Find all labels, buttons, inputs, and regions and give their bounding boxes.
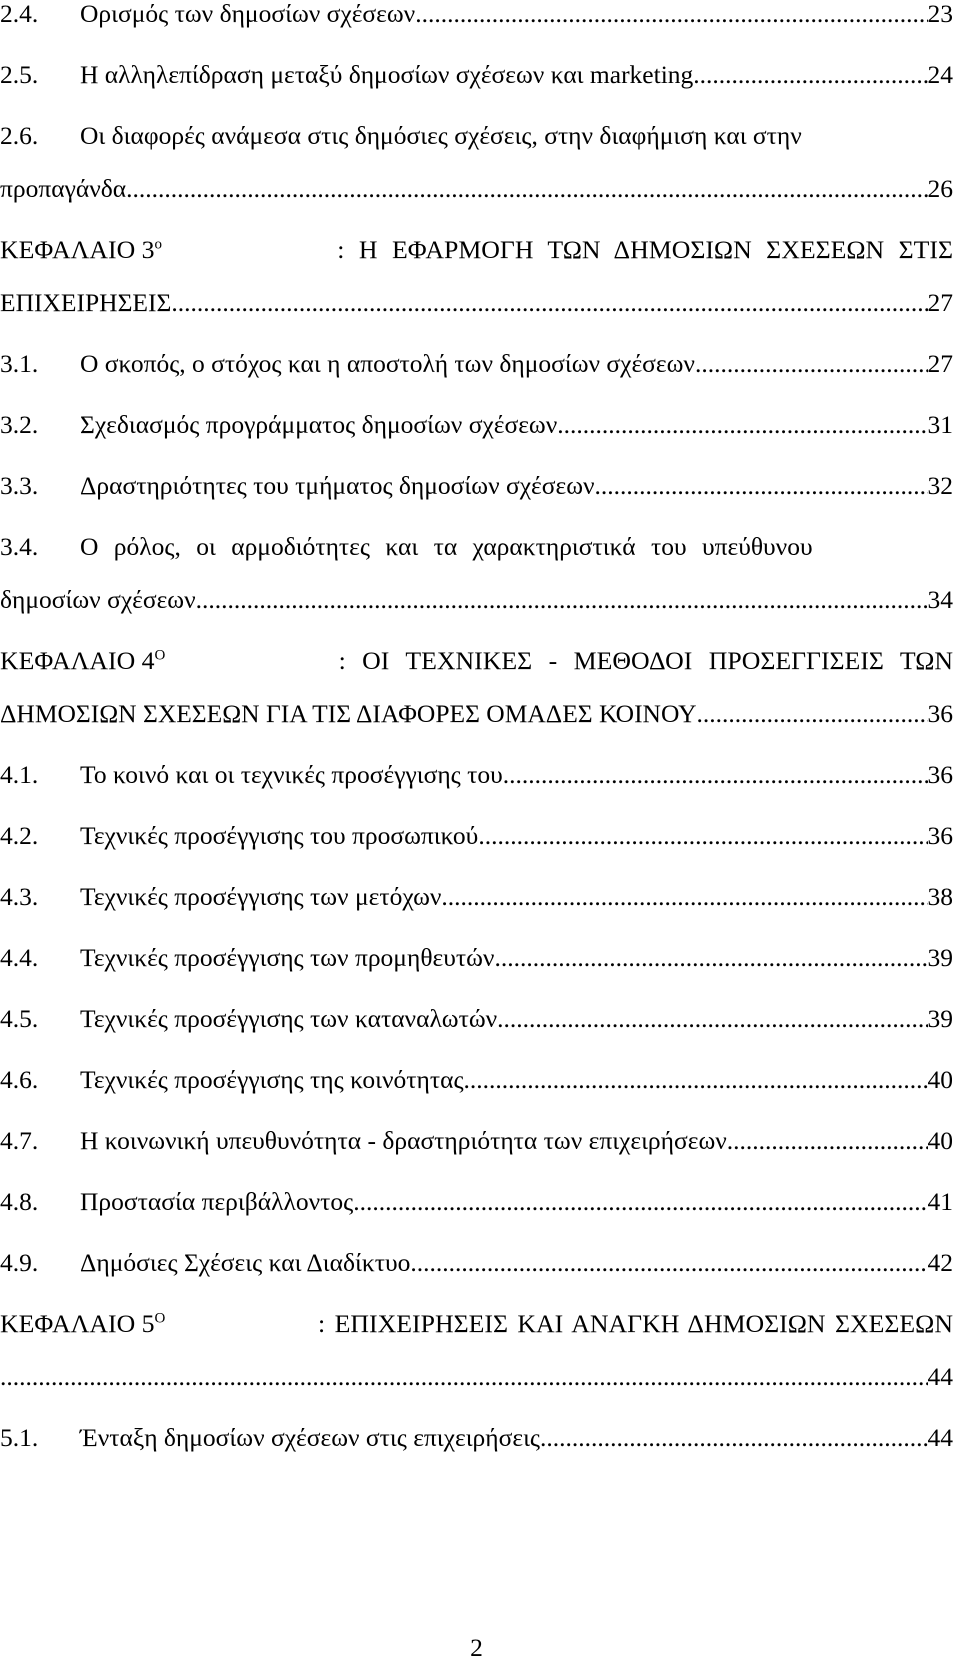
- toc-title: Το κοινό και οι τεχνικές προσέγγισης του: [80, 760, 503, 789]
- dot-leader: [540, 1418, 927, 1458]
- toc-entry-3-4-cont[interactable]: [0, 580, 953, 620]
- toc-number: 4.4.: [0, 943, 39, 972]
- dot-leader: [478, 816, 927, 856]
- page-number: 2: [470, 1633, 483, 1662]
- toc-page: 26: [927, 174, 953, 203]
- toc-number: 5.1.: [0, 1423, 39, 1452]
- toc-entry-3-1[interactable]: [0, 344, 953, 384]
- toc-entry-5-1[interactable]: [0, 1418, 953, 1458]
- toc-number: 4.6.: [0, 1065, 39, 1094]
- toc-number: 4.8.: [0, 1187, 39, 1216]
- toc-page: 40: [927, 1065, 953, 1094]
- toc-page: 36: [927, 699, 953, 728]
- toc-title: Τεχνικές προσέγγισης των μετόχων: [80, 882, 442, 911]
- toc-number: 3.4.: [0, 532, 39, 561]
- toc-title: Προστασία περιβάλλοντος: [80, 1187, 354, 1216]
- toc-title: Τεχνικές προσέγγισης της κοινότητας: [80, 1065, 464, 1094]
- chapter-title-line2: ΔΗΜΟΣΙΩΝ ΣΧΕΣΕΩΝ ΓΙΑ ΤΙΣ ΔΙΑΦΟΡΕΣ ΟΜΑΔΕΣ ΚΟΙΝΟΥ: [0, 699, 697, 728]
- toc-title-text: Οι διαφορές ανάμεσα στις δημόσιες σχέσεις, στην διαφήμιση και στην: [80, 121, 802, 150]
- dot-leader: [695, 344, 928, 384]
- toc-entry-2-6[interactable]: [0, 116, 953, 156]
- toc-page: 39: [927, 1004, 953, 1033]
- dot-leader: [441, 877, 927, 917]
- toc-page: 38: [927, 882, 953, 911]
- toc-number: 4.7.: [0, 1126, 39, 1155]
- toc-title-line1: Ο ρόλος, οι αρμοδιότητες και τα χαρακτηριστικά του υπεύθυνου: [80, 532, 813, 561]
- toc-title: Η κοινωνική υπευθυνότητα - δραστηριότητα των επιχειρήσεων: [80, 1126, 727, 1155]
- toc-number: 3.2.: [0, 410, 39, 439]
- dot-leader: [196, 580, 928, 620]
- toc-title: Ένταξη δημοσίων σχέσεων στις επιχειρήσεις: [80, 1423, 541, 1452]
- toc-title-line1: [80, 116, 953, 156]
- chapter-title-rest: : ΟΙ ΤΕΧΝΙΚΕΣ - ΜΕΘΟΔΟΙ ΠΡΟΣΕΓΓΙΣΕΙΣ ΤΩΝ: [338, 646, 953, 675]
- ordinal-superscript: Ο: [154, 1310, 166, 1327]
- dot-leader: [353, 1182, 927, 1222]
- toc-title: Η αλληλεπίδραση μεταξύ δημοσίων σχέσεων και marketing: [80, 60, 694, 89]
- chapter-heading-line1: [0, 1304, 953, 1344]
- toc-number: 3.3.: [0, 471, 39, 500]
- toc-number: 2.6.: [0, 121, 39, 150]
- toc-page: 41: [927, 1187, 953, 1216]
- toc-entry-4-3[interactable]: [0, 877, 953, 917]
- toc-entry-2-4[interactable]: [0, 0, 953, 34]
- toc-entry-4-1[interactable]: [0, 755, 953, 795]
- toc-title: Σχεδιασμός προγράμματος δημοσίων σχέσεων: [80, 410, 558, 439]
- toc-entry-4-6[interactable]: [0, 1060, 953, 1100]
- chapter-title-line2: ΕΠΙΧΕΙΡΗΣΕΙΣ: [0, 288, 172, 317]
- toc-title: Ορισμός των δημοσίων σχέσεων: [80, 0, 416, 28]
- toc-page: 31: [927, 410, 953, 439]
- toc-entry-3-4[interactable]: [0, 527, 953, 567]
- toc-title: Τεχνικές προσέγγισης των προμηθευτών: [80, 943, 495, 972]
- toc-page: 40: [927, 1126, 953, 1155]
- toc-number: 2.5.: [0, 60, 39, 89]
- toc-title: Τεχνικές προσέγγισης του προσωπικού: [80, 821, 479, 850]
- toc-title: Δραστηριότητες του τμήματος δημοσίων σχέσεων: [80, 471, 595, 500]
- toc-entry-4-2[interactable]: [0, 816, 953, 856]
- dot-leader: [415, 0, 927, 34]
- dot-leader: [126, 169, 927, 209]
- chapter-title-rest: : ΕΠΙΧΕΙΡΗΣΕΙΣ ΚΑΙ ΑΝΑΓΚΗ ΔΗΜΟΣΙΩΝ ΣΧΕΣΕΩΝ: [318, 1309, 953, 1338]
- toc-entry-4-7[interactable]: [0, 1121, 953, 1161]
- dot-leader: [693, 55, 927, 95]
- toc-page: 27: [927, 349, 953, 378]
- dot-leader: [410, 1243, 927, 1283]
- toc-page: 34: [927, 585, 953, 614]
- toc-entry-2-6-cont[interactable]: [0, 169, 953, 209]
- toc-page: 24: [927, 60, 953, 89]
- dot-leader: [494, 938, 927, 978]
- toc-chapter-4[interactable]: [0, 641, 953, 681]
- toc-page: 32: [927, 471, 953, 500]
- chapter-title-rest: : Η ΕΦΑΡΜΟΓΗ ΤΩΝ ΔΗΜΟΣΙΩΝ ΣΧΕΣΕΩΝ ΣΤΙΣ: [337, 235, 953, 264]
- toc-entry-4-5[interactable]: [0, 999, 953, 1039]
- toc-title: Δημόσιες Σχέσεις και Διαδίκτυο: [80, 1248, 411, 1277]
- toc-entry-3-2[interactable]: [0, 405, 953, 445]
- toc-page: 44: [927, 1362, 953, 1391]
- toc-entry-2-5[interactable]: [0, 55, 953, 95]
- toc-number: 4.5.: [0, 1004, 39, 1033]
- chapter-label-group: [0, 1304, 165, 1344]
- chapter-label: ΚΕΦΑΛΑΙΟ 5: [0, 1309, 155, 1338]
- toc-page: 27: [927, 288, 953, 317]
- toc-number: 4.9.: [0, 1248, 39, 1277]
- toc-entry-4-9[interactable]: [0, 1243, 953, 1283]
- toc-page: 23: [927, 0, 953, 28]
- toc-number: 4.2.: [0, 821, 39, 850]
- toc-page: 36: [927, 760, 953, 789]
- toc-number: 4.1.: [0, 760, 39, 789]
- dot-leader: [727, 1121, 928, 1161]
- chapter-label: ΚΕΦΑΛΑΙΟ 4: [0, 646, 155, 675]
- toc-title-line2: δημοσίων σχέσεων: [0, 585, 196, 614]
- chapter-heading-line1: [0, 641, 953, 681]
- toc-number: 3.1.: [0, 349, 39, 378]
- toc-chapter-4-cont[interactable]: [0, 694, 953, 734]
- toc-number: 2.4.: [0, 0, 39, 28]
- chapter-label-group: [0, 641, 165, 681]
- dot-leader: [557, 405, 927, 445]
- toc-title: Ο σκοπός, ο στόχος και η αποστολή των δημοσίων σχέσεων: [80, 349, 695, 378]
- toc-title: Τεχνικές προσέγγισης των καταναλωτών: [80, 1004, 498, 1033]
- toc-chapter-3[interactable]: [0, 230, 953, 270]
- dot-leader: [464, 1060, 928, 1100]
- toc-entry-4-8[interactable]: [0, 1182, 953, 1222]
- toc-chapter-5[interactable]: [0, 1304, 953, 1344]
- dot-leader: [171, 283, 927, 323]
- toc-entry-3-3[interactable]: [0, 466, 953, 506]
- dot-leader: [0, 1357, 928, 1397]
- chapter-label-group: [0, 230, 162, 270]
- dot-leader: [595, 466, 928, 506]
- toc-page: 39: [927, 943, 953, 972]
- dot-leader: [497, 999, 927, 1039]
- chapter-heading-line1: [0, 230, 953, 270]
- dot-leader: [503, 755, 928, 795]
- ordinal-superscript: Ο: [154, 647, 166, 664]
- toc-page: 44: [927, 1423, 953, 1452]
- ordinal-superscript: ο: [154, 236, 163, 253]
- toc-entry-4-4[interactable]: [0, 938, 953, 978]
- toc-chapter-3-cont[interactable]: [0, 283, 953, 323]
- chapter-label: ΚΕΦΑΛΑΙΟ 3: [0, 235, 155, 264]
- toc-page: 36: [927, 821, 953, 850]
- toc-chapter-5-cont[interactable]: [0, 1357, 953, 1397]
- dot-leader: [697, 694, 928, 734]
- toc-number: 4.3.: [0, 882, 39, 911]
- toc-title-line2: προπαγάνδα: [0, 174, 127, 203]
- toc-page: 42: [927, 1248, 953, 1277]
